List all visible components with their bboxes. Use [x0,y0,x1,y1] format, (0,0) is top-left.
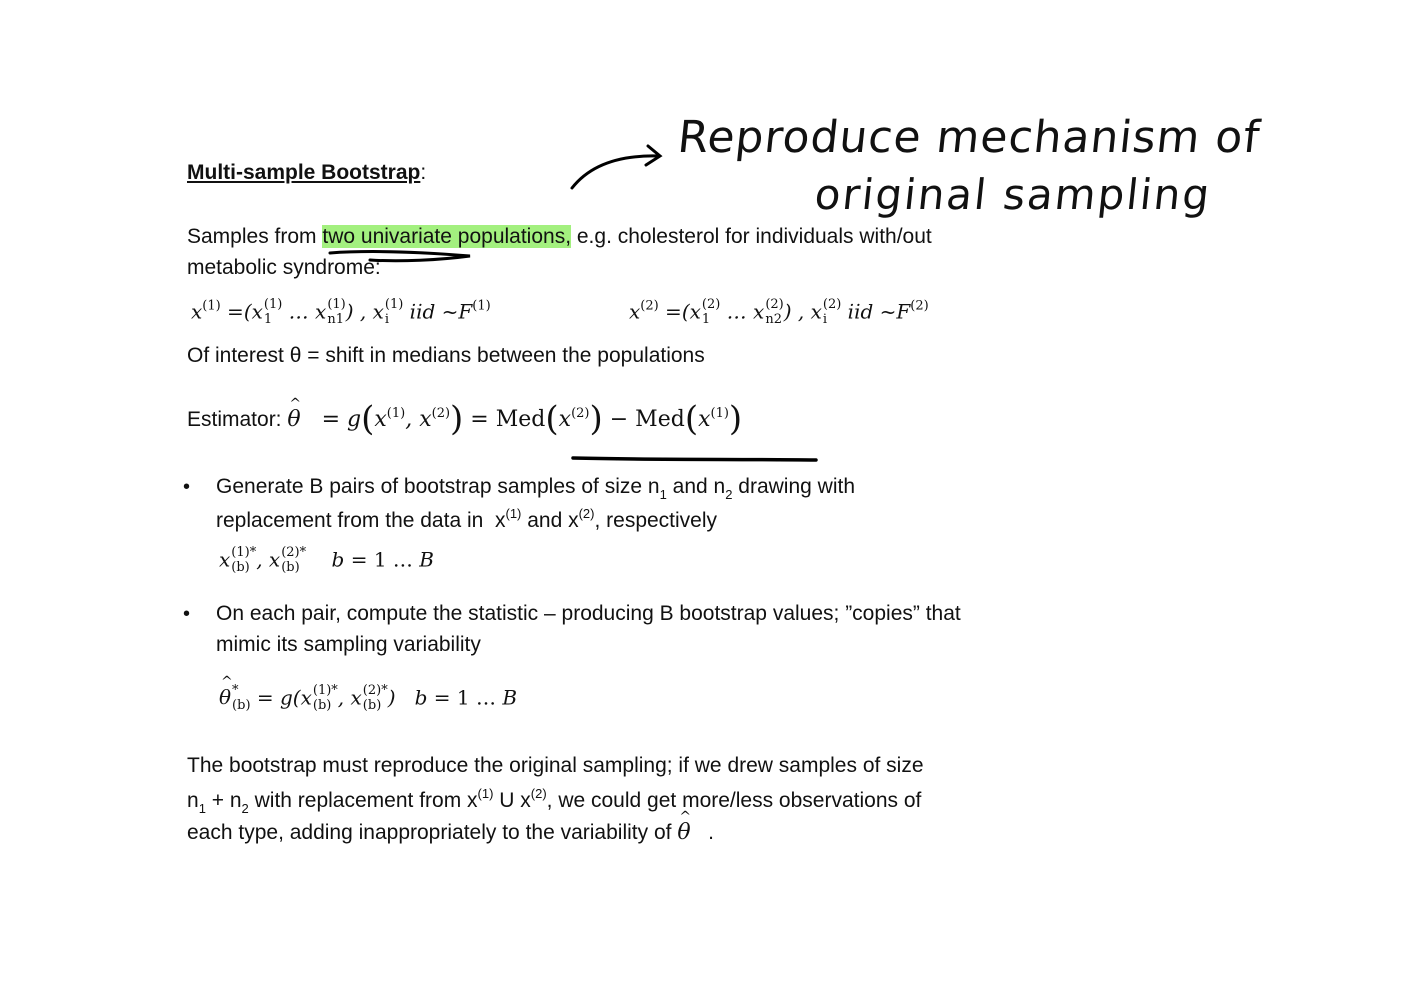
intro-line-1: Samples from two univariate populations, e.g. cholesterol for individuals with/out [187,225,932,248]
intro-line-2: metabolic syndrome: [187,256,381,279]
conclusion-line-1: The bootstrap must reproduce the original sampling; if we drew samples of size [187,754,924,777]
handwriting-line-1: Reproduce mechanism of [675,112,1263,163]
page-title: Multi-sample Bootstrap: [187,161,427,184]
sample-2-equation: $x^{(2)} =(x$ (2) 1 … x (2) n2 ) , x (2) i iid $\sim F^{(2)}$ [629,297,929,327]
highlighted-phrase: two univariate populations, [322,225,572,248]
bullet-2-line-1: On each pair, compute the statistic – producing B bootstrap values; ”copies” that [216,602,961,625]
bullet-2-formula: ^ θ * (b) = g(x (1)* (b) , x (2)* (b) ) b = 1 … B [219,684,517,714]
interest-line: Of interest θ = shift in medians between the populations [187,344,705,367]
bullet-1-line-2: replacement from the data in $x^{(1)}$ and $x^{(2)}$, respectively [216,506,718,532]
bullet-1-formula: x (1)* (b) , x (2)* (b) b = 1 … B [219,545,434,575]
sample-1-equation: $x^{(1)} =(x$ (1) 1 … x (1) n1 ) , x (1) i iid $\sim F^{(1)}$ [191,297,491,327]
bullet-dot-1: • [183,476,191,498]
handwriting-line-2: original sampling [812,170,1214,219]
bullet-1-line-1: Generate B pairs of bootstrap samples of size $n_1$ and $n_2$ drawing with [216,475,855,502]
bullet-2-line-2: mimic its sampling variability [216,633,481,656]
conclusion-line-3: each type, adding inappropriately to the variability of ^ θ . [187,822,714,844]
estimator-line: Estimator: ^ $\theta = g(x^{(1)}$, $x^{(2)}) = Med(x^{(2)}) - Med(x^{(1)})$ [187,402,742,436]
bullet-dot-2: • [183,603,191,625]
conclusion-line-2: $n_1 + n_2$ with replacement from $x^{(1)}$ U $x^{(2)}$, we could get more/less observations of [187,786,922,816]
